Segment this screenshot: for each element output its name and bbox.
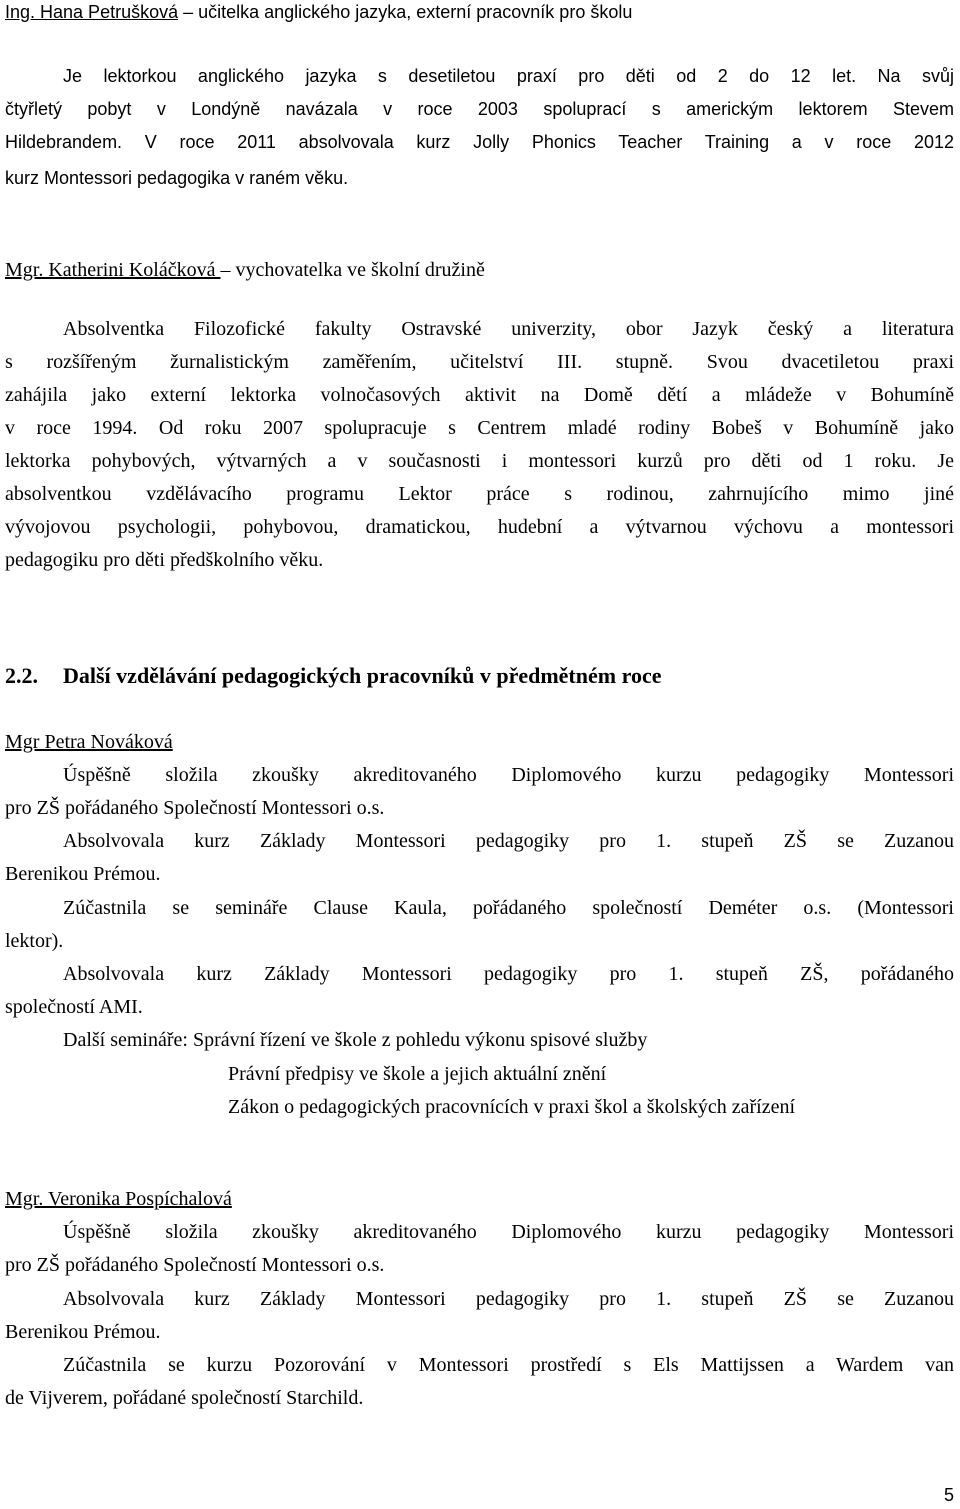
training-line: Další semináře: Správní řízení ve škole z pohledu výkonu spisové služby <box>63 1029 648 1051</box>
training-line: pro ZŠ pořádaného Společností Montessori o.s. <box>5 1254 385 1276</box>
bio-line: v roce 1994. Od roku 2007 spolupracuje s Centrem mladé rodiny Bobeš v Bohumíně jako <box>5 417 954 439</box>
training-line: Zákon o pedagogických pracovnících v praxi škol a školských zařízení <box>228 1096 796 1118</box>
bio-line: Je lektorkou anglického jazyka s desetiletou praxí pro děti od 2 do 12 let. Na svůj <box>63 66 954 86</box>
bio-line: čtyřletý pobyt v Londýně navázala v roce 2003 spoluprací s americkým lektorem Stevem <box>5 99 954 119</box>
training-line: Absolvovala kurz Základy Montessori pedagogiky pro 1. stupeň ZŠ se Zuzanou <box>63 830 954 852</box>
training-line: Absolvovala kurz Základy Montessori pedagogiky pro 1. stupeň ZŠ se Zuzanou <box>63 1288 954 1310</box>
staff-heading-petra <box>5 729 954 755</box>
bio-line: kurz Montessori pedagogika v raném věku. <box>5 168 349 188</box>
section-heading <box>5 663 954 689</box>
staff-name: Ing. Hana Petrušková <box>5 2 179 22</box>
bio-line: pedagogiku pro děti předškolního věku. <box>5 549 324 571</box>
training-line: de Vijverem, pořádané společností Starchild. <box>5 1387 364 1409</box>
training-line: Právní předpisy ve škole a jejich aktuální znění <box>228 1063 607 1085</box>
training-line: lektor). <box>5 930 64 952</box>
staff-heading-veronika <box>5 1186 954 1212</box>
training-line: Úspěšně složila zkoušky akreditovaného Diplomového kurzu pedagogiky Montessori <box>63 764 954 786</box>
bio-line: vývojovou psychologii, pohybovou, dramatickou, hudební a výtvarnou výchovu a montessori <box>5 516 954 538</box>
staff-name: Mgr. Katherini Koláčková <box>5 259 221 281</box>
bio-line: Absolventka Filozofické fakulty Ostravské univerzity, obor Jazyk český a literatura <box>63 318 954 340</box>
staff-role: – učitelka anglického jazyka, externí pracovník pro školu <box>178 2 633 22</box>
staff-name: Mgr Petra Nováková <box>5 731 173 753</box>
staff-heading-katherini <box>5 257 954 283</box>
staff-role: – vychovatelka ve školní družině <box>220 259 485 281</box>
training-line: Berenikou Prémou. <box>5 863 161 885</box>
bio-line: s rozšířeným žurnalistickým zaměřením, učitelství III. stupně. Svou dvacetiletou praxi <box>5 351 954 373</box>
training-line: pro ZŠ pořádaného Společností Montessori o.s. <box>5 797 385 819</box>
training-line: Úspěšně složila zkoušky akreditovaného Diplomového kurzu pedagogiky Montessori <box>63 1221 954 1243</box>
staff-heading-hana <box>5 0 954 25</box>
bio-line: lektorka pohybových, výtvarných a v současnosti i montessori kurzů pro děti od 1 roku. Je <box>5 450 954 472</box>
section-title: Další vzdělávání pedagogických pracovníků v předmětném roce <box>63 663 662 688</box>
bio-line: zahájila jako externí lektorka volnočasových aktivit na Domě dětí a mládeže v Bohumíně <box>5 384 954 406</box>
training-line: Berenikou Prémou. <box>5 1321 161 1343</box>
bio-line: absolventkou vzdělávacího programu Lektor práce s rodinou, zahrnujícího mimo jiné <box>5 483 954 505</box>
training-line: Zúčastnila se semináře Clause Kaula, pořádaného společností Deméter o.s. (Montessori <box>63 897 954 919</box>
training-line: Zúčastnila se kurzu Pozorování v Montessori prostředí s Els Mattijssen a Wardem van <box>63 1354 954 1376</box>
training-line: Absolvovala kurz Základy Montessori pedagogiky pro 1. stupeň ZŠ, pořádaného <box>63 963 954 985</box>
training-line: společností AMI. <box>5 996 143 1018</box>
section-number: 2.2. <box>5 663 38 688</box>
bio-line: Hildebrandem. V roce 2011 absolvovala kurz Jolly Phonics Teacher Training a v roce 2012 <box>5 132 954 152</box>
staff-name: Mgr. Veronika Pospíchalová <box>5 1188 232 1210</box>
page-number: 5 <box>943 1485 954 1505</box>
